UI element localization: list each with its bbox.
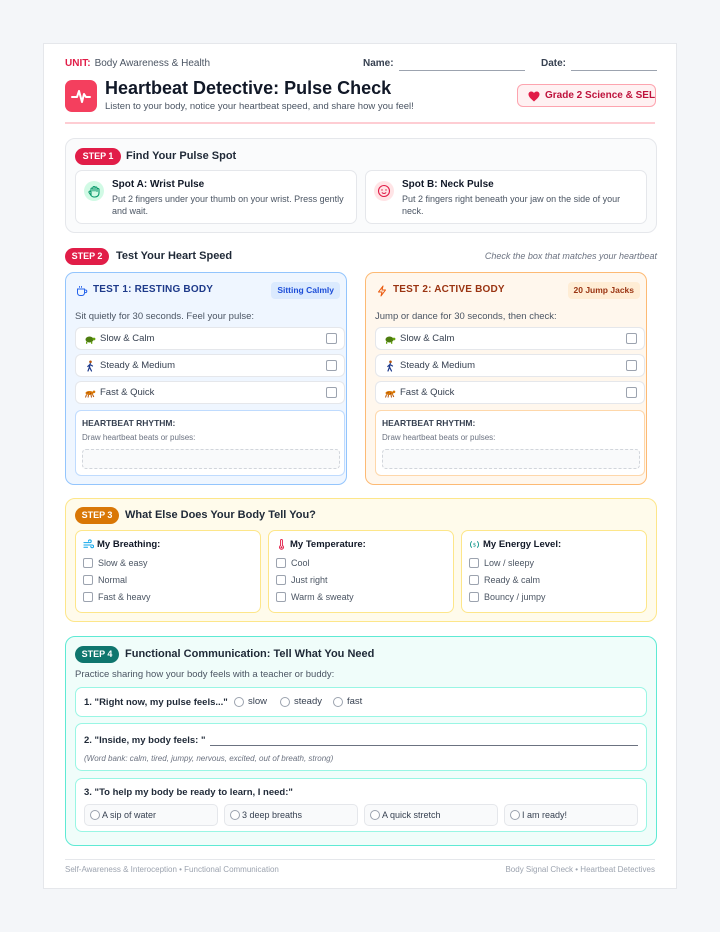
test-tag: Sitting Calmly xyxy=(271,282,340,299)
test-instruction: Sit quietly for 30 seconds. Feel your pulse: xyxy=(75,311,255,322)
category-title: My Energy Level: xyxy=(483,539,562,550)
rhythm-box xyxy=(375,410,645,476)
name-field[interactable] xyxy=(399,70,525,71)
option-steady[interactable] xyxy=(375,354,645,377)
step3-title: What Else Does Your Body Tell You? xyxy=(125,509,316,521)
step3-pill: STEP 3 xyxy=(75,507,119,524)
worksheet-page xyxy=(43,43,677,889)
step1-title: Find Your Pulse Spot xyxy=(126,150,237,162)
checkbox[interactable] xyxy=(469,575,479,585)
step2-hint: Check the box that matches your heartbeat xyxy=(484,251,657,261)
walking-person-icon xyxy=(384,360,396,372)
option-steady[interactable] xyxy=(75,354,345,377)
rhythm-subtitle: Draw heartbeat beats or pulses: xyxy=(82,433,196,442)
smile-icon xyxy=(374,181,394,201)
page-title: Heartbeat Detective: Pulse Check xyxy=(105,78,392,98)
checkbox[interactable] xyxy=(326,360,337,371)
unit-label: UNIT: xyxy=(65,58,91,69)
radio-fast[interactable] xyxy=(333,697,343,707)
spot-card-neck xyxy=(365,170,647,224)
test-instruction: Jump or dance for 30 seconds, then check: xyxy=(375,311,557,322)
spot-desc: Put 2 fingers under your thumb on your wrist. Press gently and wait. xyxy=(112,194,344,216)
step4-intro: Practice sharing how your body feels with a teacher or buddy: xyxy=(75,669,335,680)
radio-steady[interactable] xyxy=(280,697,290,707)
test-title: TEST 2: ACTIVE BODY xyxy=(393,284,505,295)
test-card-active xyxy=(365,272,647,485)
footer-left: Self-Awareness & Interoception • Functional Communication xyxy=(65,865,279,874)
radio-label: fast xyxy=(347,696,363,707)
category-breathing: My Breathing: Slow & easy Normal Fast & heavy xyxy=(75,530,261,613)
rhythm-drawing-area[interactable] xyxy=(382,449,640,469)
category-title: My Breathing: xyxy=(97,539,161,550)
turtle-icon xyxy=(84,333,96,345)
question-pulse xyxy=(75,687,647,717)
turtle-icon xyxy=(384,333,396,345)
cheetah-icon xyxy=(84,387,96,399)
need-option-stretch[interactable]: A quick stretch xyxy=(364,804,498,826)
date-field[interactable] xyxy=(571,70,657,71)
checkbox[interactable] xyxy=(83,592,93,602)
option-fast[interactable] xyxy=(375,381,645,404)
rhythm-drawing-area[interactable] xyxy=(82,449,340,469)
option-label: Slow & Calm xyxy=(400,333,455,344)
step1-pill: STEP 1 xyxy=(75,148,121,165)
option-slow[interactable] xyxy=(75,327,345,350)
step4-pill: STEP 4 xyxy=(75,646,119,663)
step3-section xyxy=(65,498,657,622)
date-label: Date: xyxy=(541,58,567,69)
test-title: TEST 1: RESTING BODY xyxy=(93,284,214,295)
checkbox[interactable] xyxy=(326,387,337,398)
checkbox[interactable] xyxy=(626,360,637,371)
rhythm-title: HEARTBEAT RHYTHM: xyxy=(382,418,476,428)
step4-section xyxy=(65,636,657,846)
spot-title: Spot B: Neck Pulse xyxy=(402,179,494,190)
question-body-feels xyxy=(75,723,647,771)
step2-section xyxy=(65,246,657,486)
checkbox[interactable] xyxy=(83,558,93,568)
grade-label: Grade 2 Science & SEL xyxy=(545,90,656,101)
battery-icon xyxy=(469,539,480,550)
footer-divider xyxy=(65,859,655,860)
grade-badge xyxy=(517,84,656,107)
question-label: 2. "Inside, my body feels: " xyxy=(84,735,206,746)
option-label: Steady & Medium xyxy=(400,360,475,371)
radio[interactable] xyxy=(90,810,100,820)
step1-section xyxy=(65,138,657,233)
radio[interactable] xyxy=(230,810,240,820)
rhythm-title: HEARTBEAT RHYTHM: xyxy=(82,418,176,428)
test-tag: 20 Jump Jacks xyxy=(568,282,640,299)
checkbox[interactable] xyxy=(276,592,286,602)
question-label: 3. "To help my body be ready to learn, I need:" xyxy=(84,787,293,798)
checkbox[interactable] xyxy=(469,558,479,568)
walking-person-icon xyxy=(84,360,96,372)
page-subtitle: Listen to your body, notice your heartbeat speed, and share how you feel! xyxy=(105,101,414,112)
footer-right: Body Signal Check • Heartbeat Detectives xyxy=(505,865,655,874)
name-label: Name: xyxy=(363,58,394,69)
radio-slow[interactable] xyxy=(234,697,244,707)
radio[interactable] xyxy=(510,810,520,820)
header-meta xyxy=(65,58,655,72)
step2-pill: STEP 2 xyxy=(65,248,109,265)
rhythm-subtitle: Draw heartbeat beats or pulses: xyxy=(382,433,496,442)
test-card-resting xyxy=(65,272,347,485)
wind-icon xyxy=(83,539,94,550)
category-title: My Temperature: xyxy=(290,539,366,550)
option-label: Steady & Medium xyxy=(100,360,175,371)
category-energy: $ My Energy Level: Low / sleepy Ready & calm Bouncy / jumpy xyxy=(461,530,647,613)
checkbox[interactable] xyxy=(276,558,286,568)
question-label: 1. "Right now, my pulse feels..." xyxy=(84,697,228,708)
heartbeat-logo-icon xyxy=(65,80,97,112)
checkbox[interactable] xyxy=(83,575,93,585)
header-divider xyxy=(65,122,655,124)
svg-text:$: $ xyxy=(472,542,477,549)
option-slow[interactable] xyxy=(375,327,645,350)
radio[interactable] xyxy=(370,810,380,820)
lightning-icon xyxy=(376,285,388,297)
spot-desc: Put 2 fingers right beneath your jaw on the side of your neck. xyxy=(402,194,621,216)
question-needs xyxy=(75,778,647,832)
option-label: Fast & Quick xyxy=(100,387,155,398)
cheetah-icon xyxy=(384,387,396,399)
checkbox[interactable] xyxy=(276,575,286,585)
option-label: Fast & Quick xyxy=(400,387,455,398)
checkbox[interactable] xyxy=(626,387,637,398)
checkbox[interactable] xyxy=(326,333,337,344)
cup-icon xyxy=(76,285,88,297)
heart-icon xyxy=(528,91,540,102)
step4-title: Functional Communication: Tell What You Need xyxy=(125,648,375,660)
rhythm-box xyxy=(75,410,345,476)
unit-value: Body Awareness & Health xyxy=(94,58,211,69)
need-option-breaths[interactable]: 3 deep breaths xyxy=(224,804,358,826)
thermometer-icon xyxy=(276,539,287,550)
need-option-water[interactable]: A sip of water xyxy=(84,804,218,826)
answer-line[interactable] xyxy=(210,745,638,746)
option-fast[interactable] xyxy=(75,381,345,404)
word-bank: (Word bank: calm, tired, jumpy, nervous, excited, out of breath, strong) xyxy=(84,754,334,763)
spot-card-wrist xyxy=(75,170,357,224)
radio-label: steady xyxy=(294,696,322,707)
hand-icon xyxy=(84,181,104,201)
radio-label: slow xyxy=(248,696,268,707)
checkbox[interactable] xyxy=(469,592,479,602)
category-temperature: My Temperature: Cool Just right Warm & sweaty xyxy=(268,530,454,613)
spot-title: Spot A: Wrist Pulse xyxy=(112,179,205,190)
checkbox[interactable] xyxy=(626,333,637,344)
step2-title: Test Your Heart Speed xyxy=(116,250,233,262)
option-label: Slow & Calm xyxy=(100,333,155,344)
need-option-ready[interactable]: I am ready! xyxy=(504,804,638,826)
